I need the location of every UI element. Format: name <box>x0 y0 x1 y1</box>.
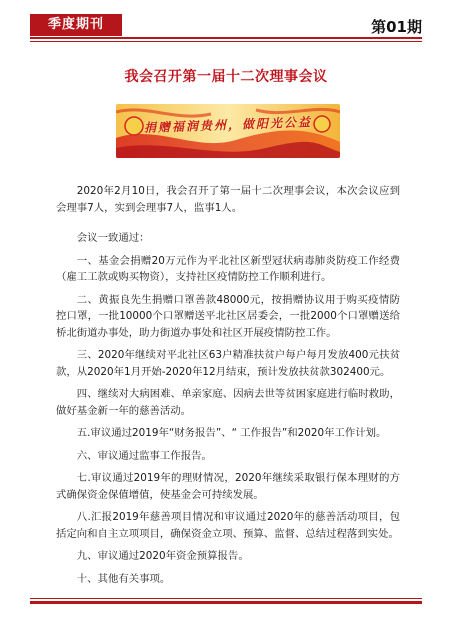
banner-image <box>116 104 340 158</box>
paragraph-item: 五.审议通过2019年“财务报告”、“ 工作报告”和2020年工作计划。 <box>76 427 387 439</box>
paragraph-item: 九、审议通过2020年资金预算报告。 <box>76 550 249 562</box>
paragraph-consensus: 会议一致通过： <box>76 232 150 244</box>
paragraph-item: 一、基金会捐赠20万元作为平北社区新型冠状病毒肺炎防疫工作经费（雇工工款或购买物资），支持社区疫情防控工作顺利进行。 <box>56 254 400 283</box>
banner-slogan: 捐赠福润贵州，做阳光公益 <box>143 115 313 135</box>
header-rule-thin <box>30 41 422 42</box>
footer-rule <box>30 601 422 604</box>
paragraph-item: 六、审议通过监事工作报告。 <box>76 449 212 462</box>
paragraph-item: 七.审议通过2019年的理财情况，2020年继续采取银行保本理财的方式确保资金保值增值，使基金会可持续发展。 <box>56 472 400 501</box>
paragraph-item: 十、其他有关事项。 <box>76 572 171 585</box>
header-rule <box>30 37 422 39</box>
issue-number: 第01期 <box>371 18 422 36</box>
paragraph-item: 三、2020年继续对平北社区63户精准扶贫户每户每月发放400元扶贫款，从2020年1月开始-2020年12月结束，预计发放扶贫款302400元。 <box>56 349 400 378</box>
paragraph-item: 二、黄振良先生捐赠口罩善款48000元，按捐赠协议用于购买疫情防控口罩，一批10000个口罩赠送平北社区居委会，一批2000个口罩赠送给桥北街道办事处，助力街道办事处和社区开展疫情防控工作。 <box>56 293 400 339</box>
journal-tag: 季度期刊 <box>30 14 122 36</box>
paragraph-item: 八.汇报2019年慈善项目情况和审议通过2020年的慈善活动项目，包括定向和自主立项项目，确保资金立项、预算、监督、总结过程落到实处。 <box>56 511 400 540</box>
article-body <box>56 183 400 593</box>
footer-rule-thin <box>30 598 422 599</box>
article-title: 我会召开第一届十二次理事会议 <box>124 69 328 85</box>
paragraph-item: 四、继续对大病困难、单亲家庭、因病去世等贫困家庭进行临时救助，做好基金新一年的慈善活动。 <box>56 388 400 417</box>
paragraph-intro: 2020年2月10日，我会召开了第一届十二次理事会议，本次会议应到会理事7人，实到会理事7人，监事1人。 <box>56 185 400 214</box>
